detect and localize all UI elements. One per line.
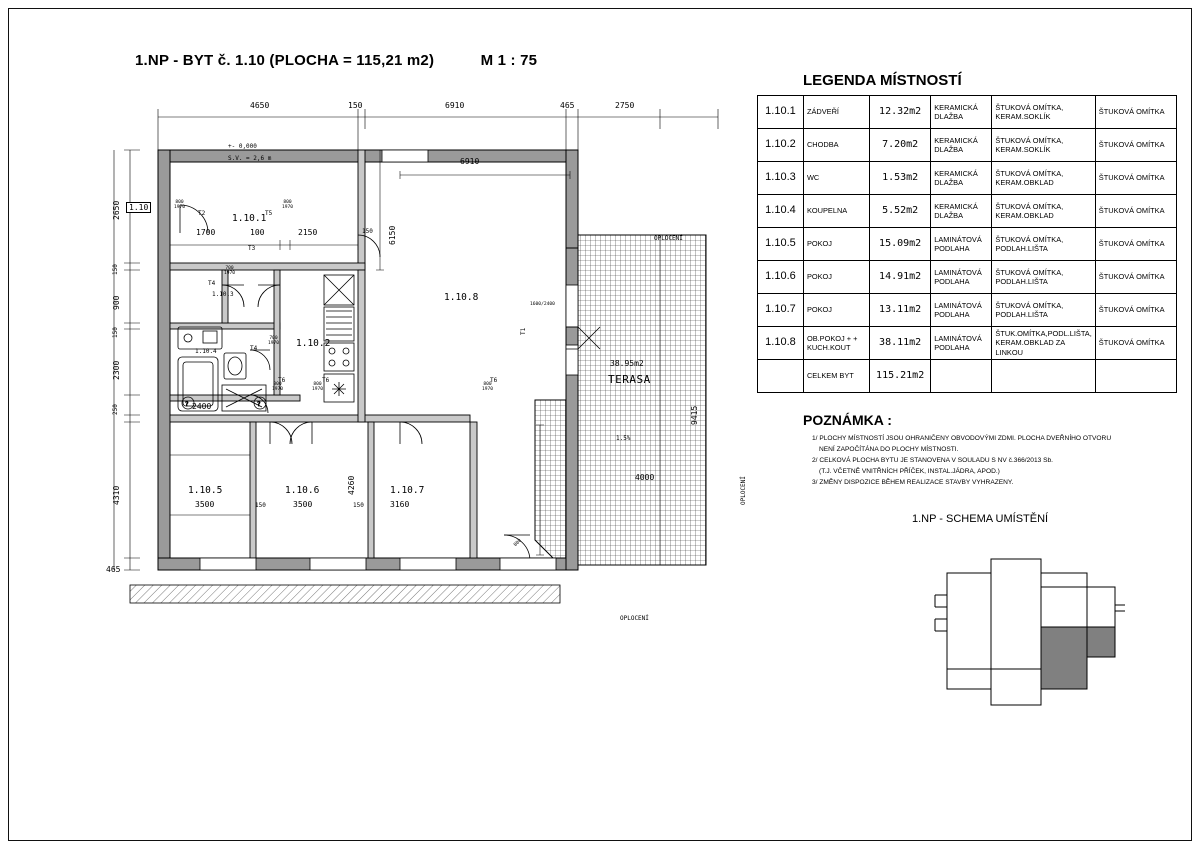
dim-top-1: 4650 [250, 101, 270, 110]
room-name: POKOJ [803, 261, 869, 294]
door-size-t2: 800 1970 [174, 200, 186, 210]
room-area: 12.32m2 [870, 96, 931, 129]
dim-inner-4260: 4260 [347, 475, 356, 495]
dim-inner-6150: 6150 [388, 225, 397, 245]
dim-top-5: 2750 [615, 101, 635, 110]
walkway [130, 585, 560, 603]
room-label-1-10-3: 1.10.3 [212, 291, 234, 298]
room-name: CHODBA [803, 129, 869, 162]
room-walls: ŠTUKOVÁ OMÍTKA, PODLAH.LIŠTA [992, 228, 1095, 261]
door-size-t6a: 800 1970 [272, 382, 284, 392]
table-row [758, 261, 1177, 294]
room-label-1-10-5: 1.10.5 [188, 485, 223, 496]
note-body [812, 434, 1182, 488]
dim-left-1: 2650 [112, 200, 121, 220]
room-ceiling: ŠTUKOVÁ OMÍTKA [1095, 96, 1176, 129]
room-name: OB.POKOJ + + KUCH.KOUT [803, 327, 869, 360]
svg-text:?: ? [257, 401, 261, 408]
fence-label-right: OPLOCENÍ [740, 476, 747, 505]
dim-inner-150: 150 [362, 228, 373, 235]
dim-inner-2150: 2150 [298, 228, 318, 237]
door-tag-t6b: T6 [322, 377, 330, 384]
door-size-t6c: 800 1970 [482, 382, 494, 392]
terrace-area [535, 235, 706, 565]
dim-left-6: 250 [112, 404, 119, 415]
room-code: 1.10.4 [758, 195, 804, 228]
table-row [758, 96, 1177, 129]
window-size-label: 1600/2400 [530, 302, 555, 307]
dim-left-2: 150 [112, 264, 119, 275]
schema-title: 1.NP - SCHEMA UMÍSTĚNÍ [912, 513, 1049, 525]
door-tag-t3: T3 [248, 245, 256, 252]
page-title [135, 52, 537, 69]
door-size-t6b: 800 1970 [312, 382, 324, 392]
door-tag-t2: T2 [198, 210, 206, 217]
dim-inner-6910: 6910 [460, 157, 480, 166]
table-row [758, 327, 1177, 360]
note-line: (T.J. VČETNĚ VNITŘNÍCH PŘÍČEK, INSTAL.JÁDRA, APOD.) [819, 467, 1000, 475]
dim-left-4: 150 [112, 327, 119, 338]
note-line: NENÍ ZAPOČÍTÁNA DO PLOCHY MÍSTNOSTI. [819, 445, 959, 453]
dim-left-8: 465 [106, 565, 121, 574]
dim-inner-3500a: 3500 [195, 500, 215, 509]
door-size-o1: 800 [513, 538, 523, 548]
dim-top-4: 465 [560, 101, 575, 110]
dim-inner-4000: 4000 [635, 473, 655, 482]
room-name: POKOJ [803, 228, 869, 261]
fence-label-bottom: OPLOCENÍ [620, 615, 649, 622]
level-mark-line1: +- 0,000 [228, 143, 257, 150]
room-ceiling: ŠTUKOVÁ OMÍTKA [1095, 162, 1176, 195]
total-label: CELKEM BYT [803, 360, 869, 393]
room-walls [992, 360, 1095, 393]
dim-inner-9415: 9415 [690, 405, 699, 425]
door-tag-t5: T5 [265, 210, 273, 217]
terrace-label: TERASA [608, 373, 651, 386]
room-ceiling: ŠTUKOVÁ OMÍTKA [1095, 228, 1176, 261]
room-area: 7.20m2 [870, 129, 931, 162]
room-area: 14.91m2 [870, 261, 931, 294]
fence-label-top: OPLOCENÍ [654, 235, 683, 242]
page-title-text: 1.NP - BYT č. 1.10 (PLOCHA = 115,21 m2) [135, 52, 435, 69]
dim-left-3: 900 [112, 295, 121, 310]
total-area: 115.21m2 [870, 360, 931, 393]
table-row [758, 294, 1177, 327]
table-row [758, 162, 1177, 195]
dim-left-5: 2300 [112, 360, 121, 380]
room-label-1-10-7: 1.10.7 [390, 485, 425, 496]
room-floor: LAMINÁTOVÁ PODLAHA [931, 261, 992, 294]
room-area: 38.11m2 [870, 327, 931, 360]
room-floor: KERAMICKÁ DLAŽBA [931, 96, 992, 129]
note-line: 1/ PLOCHY MÍSTNOSTÍ JSOU OHRANIČENY OBVODOVÝMI ZDMI. PLOCHA DVEŘNÍHO OTVORU [812, 435, 1112, 442]
room-walls: ŠTUKOVÁ OMÍTKA, KERAM.OBKLAD [992, 162, 1095, 195]
room-walls: ŠTUKOVÁ OMÍTKA, KERAM.OBKLAD [992, 195, 1095, 228]
terrace-area-label: 38.95m2 [610, 359, 644, 368]
room-label-1-10-2: 1.10.2 [296, 338, 331, 349]
room-walls: ŠTUKOVÁ OMÍTKA, KERAM.SOKLÍK [992, 129, 1095, 162]
room-code: 1.10.5 [758, 228, 804, 261]
note-line: 3/ ZMĚNY DISPOZICE BĚHEM REALIZACE STAVBY VYHRAZENY. [812, 478, 1014, 486]
table-row-total [758, 360, 1177, 393]
room-name: KOUPELNA [803, 195, 869, 228]
door-size-t4a: 700 1970 [224, 266, 236, 276]
room-floor: KERAMICKÁ DLAŽBA [931, 129, 992, 162]
note-line: 2/ CELKOVÁ PLOCHA BYTU JE STANOVENA V SOULADU S NV č.366/2013 Sb. [812, 456, 1054, 464]
room-code [758, 360, 804, 393]
dim-top-3: 6910 [445, 101, 465, 110]
dim-inner-2400: 2400 [192, 402, 212, 411]
door-tag-t4a: T4 [208, 280, 216, 287]
room-floor: LAMINÁTOVÁ PODLAHA [931, 294, 992, 327]
room-ceiling [1095, 360, 1176, 393]
note-heading: POZNÁMKA : [803, 412, 892, 428]
room-ceiling: ŠTUKOVÁ OMÍTKA [1095, 327, 1176, 360]
apartment-tag: 1.10 [126, 202, 151, 213]
room-area: 5.52m2 [870, 195, 931, 228]
room-floor: KERAMICKÁ DLAŽBA [931, 162, 992, 195]
table-row [758, 228, 1177, 261]
room-code: 1.10.1 [758, 96, 804, 129]
room-floor: KERAMICKÁ DLAŽBA [931, 195, 992, 228]
room-label-1-10-6: 1.10.6 [285, 485, 320, 496]
room-code: 1.10.2 [758, 129, 804, 162]
room-walls: ŠTUKOVÁ OMÍTKA, PODLAH.LIŠTA [992, 261, 1095, 294]
room-ceiling: ŠTUKOVÁ OMÍTKA [1095, 195, 1176, 228]
door-tag-t4b: T4 [250, 345, 258, 352]
dim-inner-150b: 150 [255, 502, 266, 509]
room-code: 1.10.7 [758, 294, 804, 327]
dim-top-2: 150 [348, 101, 363, 110]
room-code: 1.10.6 [758, 261, 804, 294]
drawing-scale: M 1 : 75 [480, 52, 538, 69]
room-label-1-10-4: 1.10.4 [195, 348, 217, 355]
room-ceiling: ŠTUKOVÁ OMÍTKA [1095, 294, 1176, 327]
door-tag-t1: T1 [520, 327, 527, 335]
dim-inner-3160: 3160 [390, 500, 410, 509]
door-size-t5: 800 1970 [282, 200, 294, 210]
dim-inner-3500b: 3500 [293, 500, 313, 509]
floor-plan [100, 95, 760, 655]
dim-inner-100: 100 [250, 228, 265, 237]
room-code: 1.10.8 [758, 327, 804, 360]
room-area: 13.11m2 [870, 294, 931, 327]
table-row [758, 195, 1177, 228]
room-legend-table [757, 95, 1177, 393]
room-name: WC [803, 162, 869, 195]
location-schema [925, 545, 1130, 730]
svg-text:?: ? [185, 401, 189, 408]
room-area: 15.09m2 [870, 228, 931, 261]
room-name: POKOJ [803, 294, 869, 327]
room-name: ZÁDVEŘÍ [803, 96, 869, 129]
dim-inner-1700: 1700 [196, 228, 216, 237]
floor-plan-svg [100, 95, 760, 655]
room-ceiling: ŠTUKOVÁ OMÍTKA [1095, 261, 1176, 294]
room-floor: LAMINÁTOVÁ PODLAHA [931, 327, 992, 360]
room-floor [931, 360, 992, 393]
room-label-1-10-1: 1.10.1 [232, 213, 267, 224]
legend-heading: LEGENDA MÍSTNOSTÍ [803, 72, 962, 89]
dim-left-7: 4310 [112, 485, 121, 505]
room-floor: LAMINÁTOVÁ PODLAHA [931, 228, 992, 261]
room-code: 1.10.3 [758, 162, 804, 195]
room-walls: ŠTUKOVÁ OMÍTKA, PODLAH.LIŠTA [992, 294, 1095, 327]
room-walls: ŠTUK.OMÍTKA,PODL.LIŠTA, KERAM.OBKLAD ZA LINKOU [992, 327, 1095, 360]
room-walls: ŠTUKOVÁ OMÍTKA, KERAM.SOKLÍK [992, 96, 1095, 129]
table-row [758, 129, 1177, 162]
room-label-1-10-8: 1.10.8 [444, 292, 479, 303]
door-tag-t6c: T6 [490, 377, 498, 384]
door-tag-t6a: T6 [278, 377, 286, 384]
room-area: 1.53m2 [870, 162, 931, 195]
room-ceiling: ŠTUKOVÁ OMÍTKA [1095, 129, 1176, 162]
door-size-t4b: 700 1970 [268, 336, 280, 346]
dim-inner-150c: 150 [353, 502, 364, 509]
level-mark-line2: S.V. = 2,6 m [228, 155, 272, 162]
terrace-slope-label: 1.5% [616, 435, 631, 442]
